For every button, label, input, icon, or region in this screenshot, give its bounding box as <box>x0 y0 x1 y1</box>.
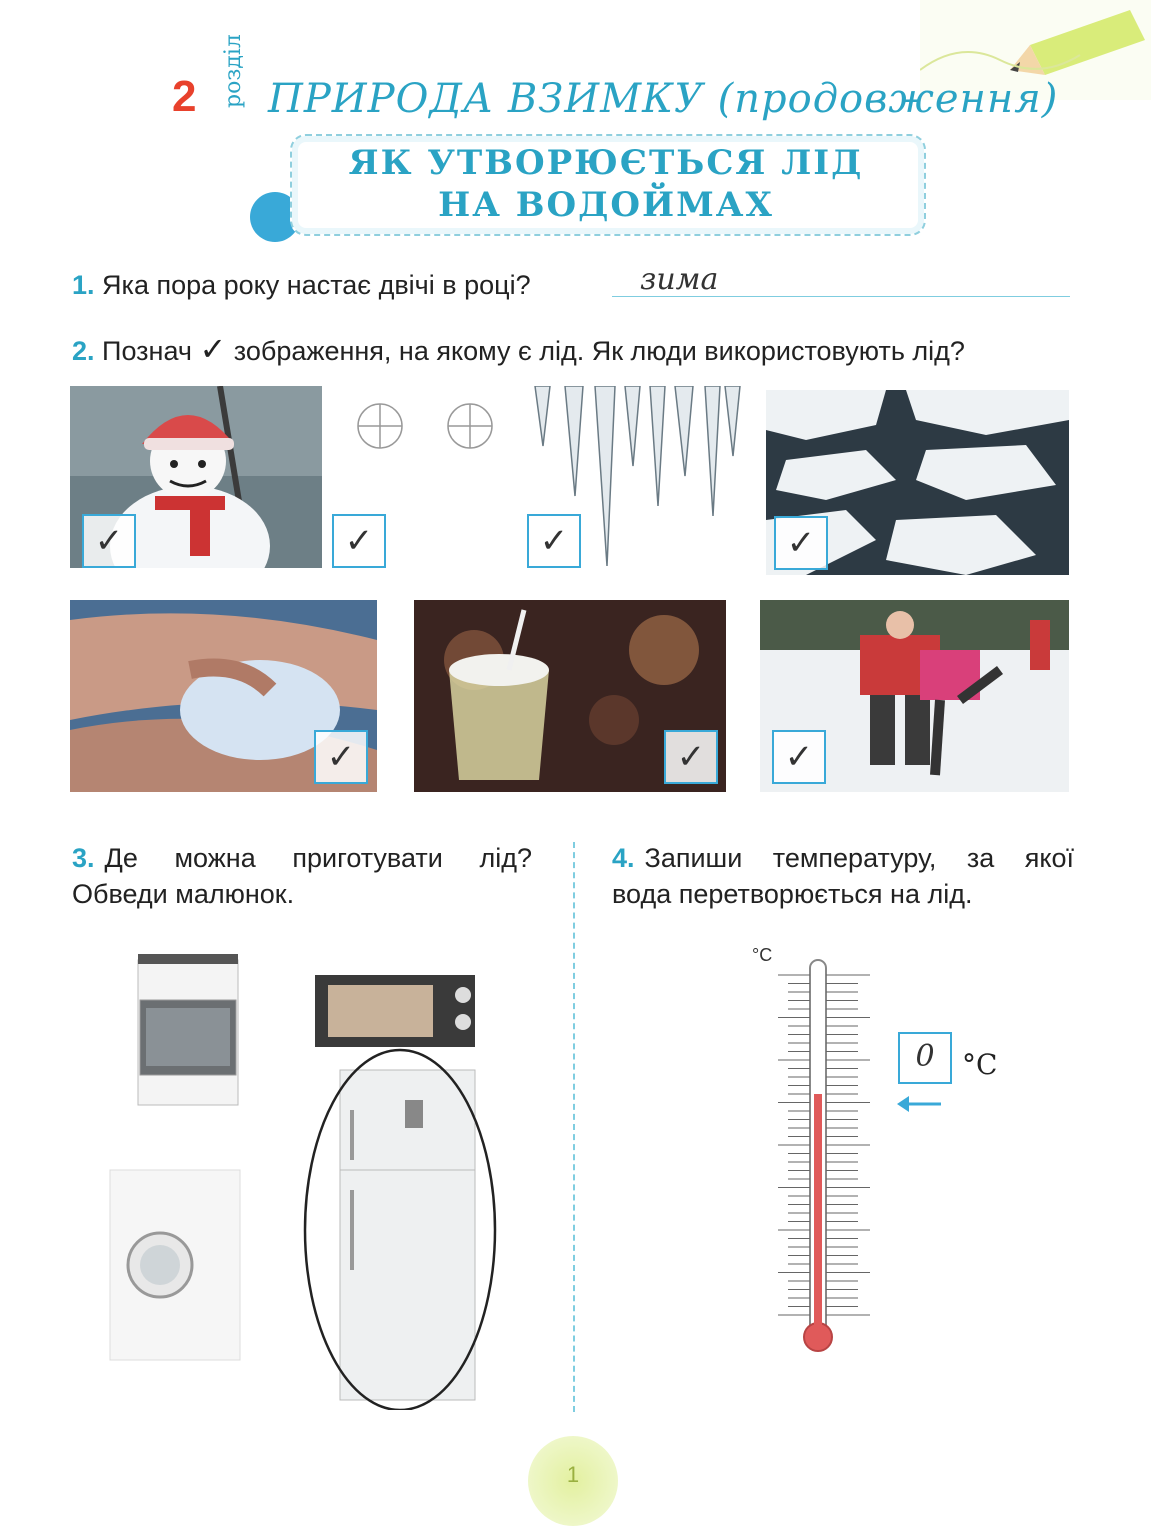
page-number-badge <box>528 1436 618 1526</box>
lesson-title-line2: НА ВОДОЙМАХ <box>438 185 774 225</box>
checkbox-skating[interactable]: ✓ <box>772 730 826 784</box>
scale-unit-label: °C <box>752 945 773 965</box>
question-number: 3. <box>72 843 95 873</box>
question-text-before: Познач <box>102 336 192 366</box>
refrigerator[interactable] <box>340 1070 475 1400</box>
microwave[interactable] <box>315 975 475 1047</box>
checkbox-ice-floes[interactable]: ✓ <box>774 516 828 570</box>
arrow-left-icon <box>895 1092 945 1116</box>
chapter-title: ПРИРОДА ВЗИМКУ (продовження) <box>268 76 1059 122</box>
question-number: 1. <box>72 270 95 300</box>
question-text-line1: Де можна приготувати лід? <box>104 843 532 873</box>
checkbox-ice-pack[interactable]: ✓ <box>314 730 368 784</box>
svg-text:розділ: розділ <box>221 34 246 108</box>
question-text: Яка пора року настає двічі в році? <box>102 270 531 300</box>
column-divider <box>573 842 575 1412</box>
page-number: 1 <box>566 1462 580 1487</box>
thermometer <box>770 955 880 1360</box>
section-word <box>212 30 252 110</box>
question-4 <box>612 840 1074 912</box>
lesson-title-line1: ЯК УТВОРЮЄТЬСЯ ЛІД <box>348 143 864 183</box>
answer-box[interactable] <box>898 1032 952 1084</box>
check-icon: ✓ <box>199 331 227 367</box>
checkbox-snowman[interactable]: ✓ <box>82 514 136 568</box>
lesson-title <box>290 142 922 226</box>
answer-handwritten: зима <box>640 262 719 297</box>
checkbox-icicles[interactable]: ✓ <box>527 514 581 568</box>
checkbox-snowflakes[interactable]: ✓ <box>332 514 386 568</box>
checkbox-iced-drink[interactable]: ✓ <box>664 730 718 784</box>
question-1 <box>72 270 531 301</box>
question-text-after: зображення, на якому є лід. Як люди використовують лід? <box>233 336 965 366</box>
appliances-illustration <box>100 940 500 1410</box>
answer-unit: °C <box>962 1048 998 1081</box>
washing-machine[interactable] <box>110 1170 240 1360</box>
answer-value: 0 <box>915 1039 935 1074</box>
question-text-line2: вода перетворюється на лід. <box>612 879 973 909</box>
question-number: 4. <box>612 843 635 873</box>
question-text-line2: Обведи малюнок. <box>72 879 295 909</box>
stove[interactable] <box>138 954 238 1105</box>
question-number: 2. <box>72 336 95 366</box>
section-number: 2 <box>172 72 197 121</box>
question-3 <box>72 840 532 912</box>
question-2 <box>72 330 965 368</box>
mercury-column <box>814 1094 822 1337</box>
question-text-line1: Запиши температуру, за якої <box>644 843 1074 873</box>
